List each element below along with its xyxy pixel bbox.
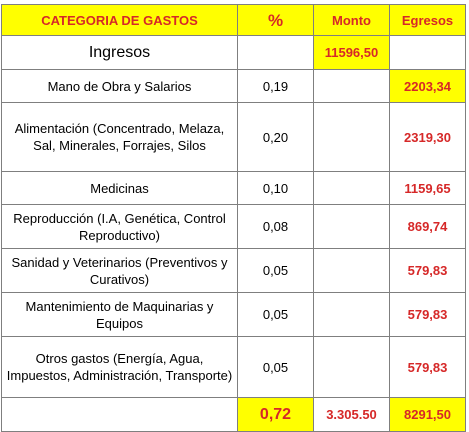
row-amount (314, 337, 390, 398)
row-expense: 2319,30 (390, 103, 466, 172)
table-row (2, 103, 466, 172)
row-expense: 2203,34 (390, 70, 466, 103)
totals-label (2, 398, 238, 432)
header-amount: Monto (314, 5, 390, 36)
row-percent: 0,20 (238, 103, 314, 172)
income-percent-cell (238, 36, 314, 70)
row-expense: 869,74 (390, 205, 466, 249)
row-category: Otros gastos (Energía, Agua, Impuestos, Administración, Transporte) (2, 337, 238, 398)
expense-table (1, 4, 466, 432)
table-row (2, 205, 466, 249)
totals-row (2, 398, 466, 432)
row-amount (314, 293, 390, 337)
row-expense: 1159,65 (390, 172, 466, 205)
row-category: Mano de Obra y Salarios (2, 70, 238, 103)
header-row (2, 5, 466, 36)
row-percent: 0,05 (238, 293, 314, 337)
totals-percent: 0,72 (238, 398, 314, 432)
table-row (2, 293, 466, 337)
row-category: Alimentación (Concentrado, Melaza, Sal, Minerales, Forrajes, Silos (2, 103, 238, 172)
row-percent: 0,05 (238, 249, 314, 293)
totals-expenses: 8291,50 (390, 398, 466, 432)
income-amount: 11596,50 (314, 36, 390, 70)
table-row (2, 172, 466, 205)
income-row (2, 36, 466, 70)
row-category: Sanidad y Veterinarios (Preventivos y Curativos) (2, 249, 238, 293)
row-expense: 579,83 (390, 337, 466, 398)
row-amount (314, 205, 390, 249)
income-expense-cell (390, 36, 466, 70)
row-percent: 0,19 (238, 70, 314, 103)
table-row (2, 70, 466, 103)
totals-amount: 3.305.50 (314, 398, 390, 432)
row-amount (314, 103, 390, 172)
row-percent: 0,05 (238, 337, 314, 398)
row-expense: 579,83 (390, 293, 466, 337)
header-expenses: Egresos (390, 5, 466, 36)
row-amount (314, 70, 390, 103)
header-category: CATEGORIA DE GASTOS (2, 5, 238, 36)
header-percent: % (238, 5, 314, 36)
row-percent: 0,08 (238, 205, 314, 249)
row-percent: 0,10 (238, 172, 314, 205)
table-row (2, 337, 466, 398)
row-category: Mantenimiento de Maquinarias y Equipos (2, 293, 238, 337)
row-expense: 579,83 (390, 249, 466, 293)
row-amount (314, 172, 390, 205)
row-category: Reproducción (I.A, Genética, Control Reproductivo) (2, 205, 238, 249)
row-amount (314, 249, 390, 293)
table-row (2, 249, 466, 293)
row-category: Medicinas (2, 172, 238, 205)
income-label: Ingresos (2, 36, 238, 70)
